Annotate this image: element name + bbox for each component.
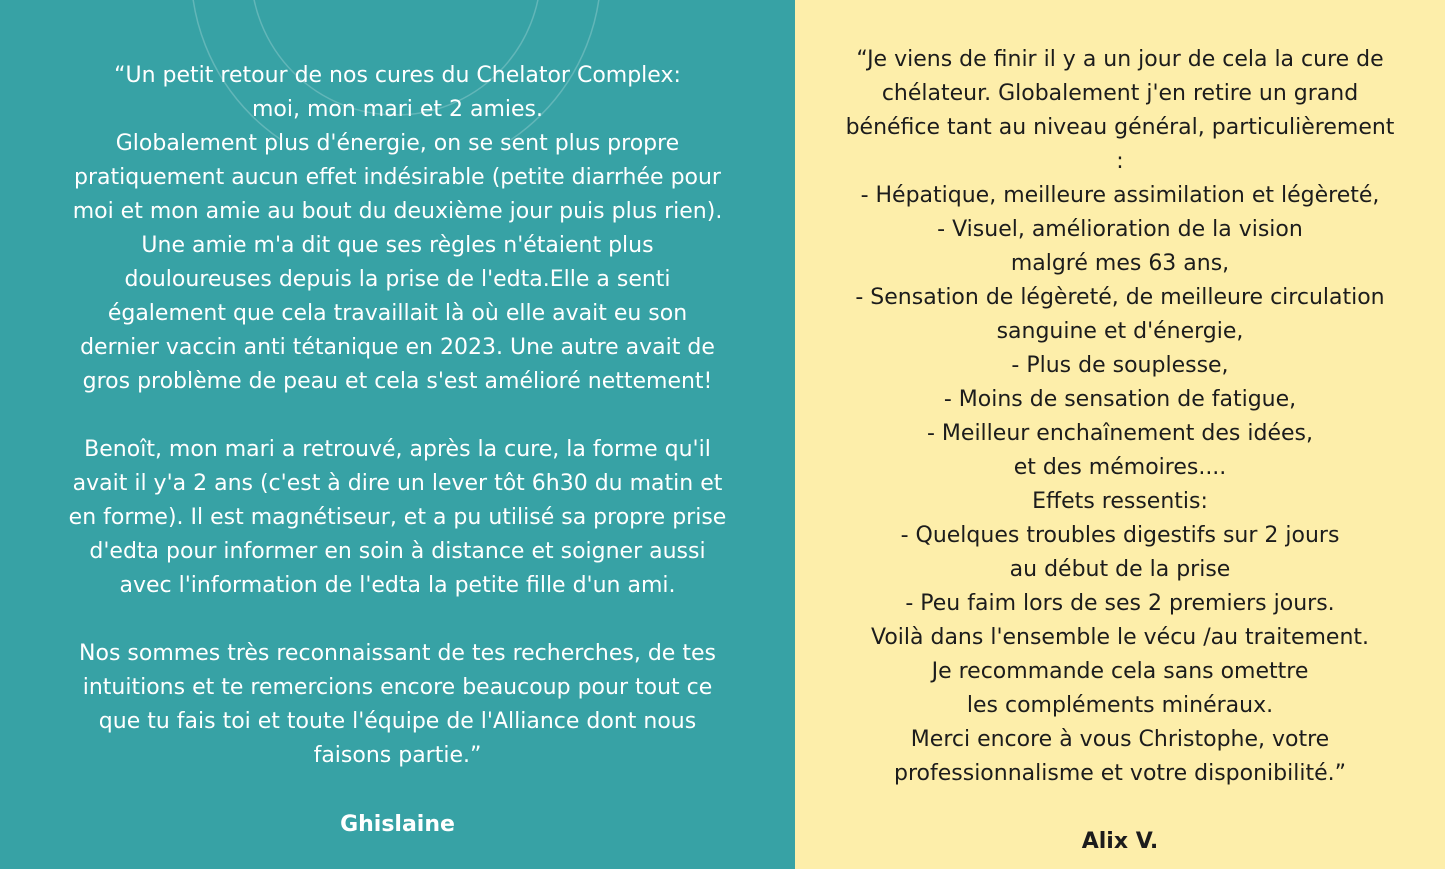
text-line: dernier vaccin anti tétanique en 2023. Une autre avait de [80, 335, 715, 360]
text-line: - Hépatique, meilleure assimilation et légèreté, [860, 183, 1380, 208]
paragraph-gap [0, 399, 795, 433]
text-line: avait il y'a 2 ans (c'est à dire un lever tôt 6h30 du matin et [72, 471, 723, 496]
paragraph-gap [0, 603, 795, 637]
text-line: - Plus de souplesse, [1011, 353, 1229, 378]
text-line: gros problème de peau et cela s'est amélioré nettement! [82, 369, 713, 394]
text-line: Benoît, mon mari a retrouvé, après la cure, la forme qu'il [84, 437, 711, 462]
text-line: les compléments minéraux. [966, 693, 1274, 718]
text-line: également que cela travaillait là où elle avait eu son [107, 301, 688, 326]
text-line: chélateur. Globalement j'en retire un grand [881, 81, 1359, 106]
text-line: en forme). Il est magnétiseur, et a pu utilisé sa propre prise [68, 505, 727, 530]
text-line: sanguine et d'énergie, [996, 319, 1244, 344]
testimonial-text-right [795, 43, 1445, 791]
text-line: et des mémoires.... [1013, 455, 1227, 480]
text-line: intuitions et te remercions encore beaucoup pour tout ce [82, 675, 713, 700]
text-line: : [1116, 149, 1124, 174]
text-line: - Sensation de légèreté, de meilleure circulation [855, 285, 1385, 310]
text-line: moi, mon mari et 2 amies. [251, 97, 544, 122]
testimonial-text-left [0, 59, 795, 773]
text-line: Globalement plus d'énergie, on se sent plus propre [115, 131, 680, 156]
text-line: faisons partie.” [313, 743, 482, 768]
text-line: - Meilleur enchaînement des idées, [927, 421, 1313, 446]
text-line: douloureuses depuis la prise de l'edta.Elle a senti [124, 267, 671, 292]
text-line: “Je viens de finir il y a un jour de cela la cure de [856, 47, 1384, 72]
text-line: bénéfice tant au niveau général, particulièrement [845, 115, 1395, 140]
text-line: moi et mon amie au bout du deuxième jour puis plus rien). [72, 199, 723, 224]
testimonial-author-right: Alix V. [1081, 829, 1159, 854]
text-line: au début de la prise [1009, 557, 1231, 582]
text-line: Une amie m'a dit que ses règles n'étaient plus [141, 233, 654, 258]
text-line: Nos sommes très reconnaissant de tes recherches, de tes [79, 641, 716, 666]
testimonial-author-left: Ghislaine [340, 812, 455, 837]
text-line: professionnalisme et votre disponibilité.” [894, 761, 1346, 786]
text-line: - Visuel, amélioration de la vision [937, 217, 1303, 242]
text-line: Voilà dans l'ensemble le vécu /au traitement. [870, 625, 1370, 650]
text-line: - Quelques troubles digestifs sur 2 jours [900, 523, 1340, 548]
text-line: que tu fais toi et toute l'équipe de l'Alliance dont nous [98, 709, 697, 734]
text-line: malgré mes 63 ans, [1010, 251, 1230, 276]
testimonial-panel-right [795, 0, 1445, 869]
text-line: Je recommande cela sans omettre [931, 659, 1309, 684]
text-line: - Moins de sensation de fatigue, [943, 387, 1297, 412]
text-line: - Peu faim lors de ses 2 premiers jours. [905, 591, 1335, 616]
text-line: pratiquement aucun effet indésirable (petite diarrhée pour [74, 165, 721, 190]
text-line: avec l'information de l'edta la petite fille d'un ami. [119, 573, 676, 598]
text-line: d'edta pour informer en soin à distance et soigner aussi [89, 539, 706, 564]
text-line: Effets ressentis: [1032, 489, 1208, 514]
text-line: “Un petit retour de nos cures du Chelator Complex: [114, 63, 681, 88]
text-line: Merci encore à vous Christophe, votre [910, 727, 1330, 752]
